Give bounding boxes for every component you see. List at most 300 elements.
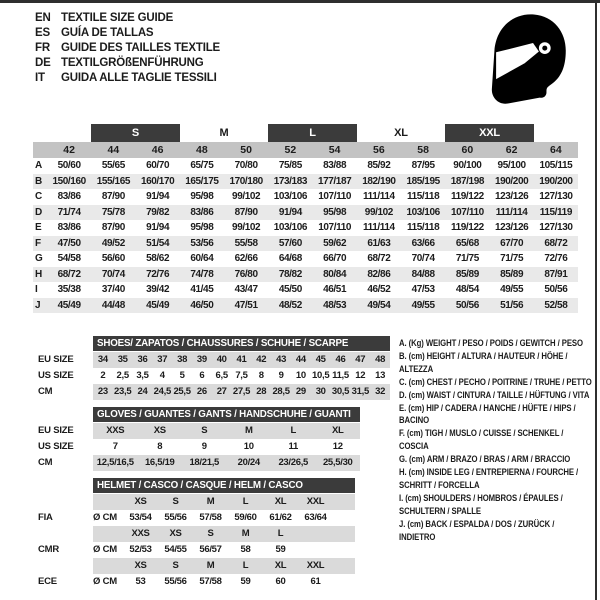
value-cell: 41: [236, 354, 247, 365]
language-titles-block: [35, 11, 220, 86]
value-cell: 27,5: [232, 386, 251, 397]
size-value: 173/183: [273, 175, 308, 187]
size-value: 119/122: [450, 222, 484, 233]
legend-item: F. (cm) TIGH / MUSLO / CUISSE / SCHENKEL / COSCIA: [399, 428, 564, 452]
row-values: [93, 352, 390, 368]
size-value: 55/58: [234, 237, 258, 249]
value-cell: XL: [331, 425, 344, 436]
value-cell: M: [206, 560, 215, 571]
size-value: 111/114: [363, 191, 395, 202]
value-cell: 43: [276, 354, 287, 365]
sub-table-row: [33, 526, 355, 542]
value-cell: S: [172, 560, 179, 571]
row-letter: G: [35, 253, 43, 264]
size-value: 99/102: [232, 191, 261, 202]
unit-cell: Ø CM: [93, 576, 118, 587]
value-cell: 55/56: [164, 512, 187, 523]
value-cell: XXL: [306, 560, 325, 571]
value-cell: 39: [196, 354, 207, 365]
value-cell: 3,5: [136, 370, 149, 381]
size-value: 78/82: [278, 268, 302, 280]
value-cell: 23,5: [114, 386, 132, 397]
size-value: 119/122: [450, 191, 484, 202]
measure-row-D: [33, 205, 578, 221]
row-label: US SIZE: [38, 370, 74, 381]
pad-cell: [333, 574, 355, 590]
value-cell: 8: [258, 370, 264, 381]
row-letter: H: [35, 268, 43, 280]
size-value: 123/126: [494, 222, 529, 233]
pad-cell: [333, 510, 355, 526]
size-value: 107/110: [318, 191, 352, 202]
size-value: 79/82: [146, 206, 170, 218]
size-value: 66/70: [323, 253, 347, 264]
legend-item: G. (cm) ARM / BRAZO / BRAS / ARM / BRACCIO: [399, 454, 571, 465]
size-column-header: 64: [550, 144, 562, 156]
row-label: [33, 494, 93, 510]
value-cell: M: [206, 496, 215, 507]
value-cell: 2: [100, 370, 106, 381]
size-value: 83/86: [57, 191, 81, 202]
size-value: 64/68: [278, 253, 302, 264]
size-band-XL: XL: [394, 127, 408, 139]
value-cell: 4: [159, 370, 165, 381]
size-value: 91/94: [146, 222, 170, 233]
value-cell: 7: [112, 441, 118, 452]
language-row: [35, 41, 220, 56]
size-value: 80/84: [323, 268, 347, 280]
row-label: CM: [38, 457, 53, 468]
size-value: 44/48: [101, 299, 125, 311]
value-cell: XS: [134, 560, 147, 571]
value-cell: 45: [315, 354, 326, 365]
value-cell: 10: [295, 370, 306, 381]
measurement-legend: [399, 337, 593, 544]
size-value: 95/98: [323, 206, 347, 218]
row-letter: A: [35, 160, 43, 171]
size-value: 59/62: [323, 237, 347, 249]
sub-table-row: [33, 439, 360, 455]
value-cell: 59: [275, 544, 286, 555]
row-letter: E: [35, 222, 42, 233]
value-cell: 61/62: [269, 512, 292, 523]
row-letter: D: [35, 206, 43, 218]
size-value: 127/130: [539, 191, 573, 202]
legend-item: H. (cm) INSIDE LEG / ENTREPIERNA / FOURCHE / SCHRITT / FORCELLA: [399, 467, 579, 490]
size-value: 70/80: [234, 160, 258, 171]
size-value: 150/160: [52, 175, 86, 187]
size-band-L: L: [268, 124, 357, 142]
sub-table-row: [33, 352, 390, 368]
value-cell: 60: [275, 576, 286, 587]
legend-item: D. (cm) WAIST / CINTURA / TAILLE / HÜFTUNG / VITA: [399, 389, 590, 400]
row-values: [93, 558, 355, 574]
size-value: 72/76: [146, 268, 170, 280]
row-values: [93, 510, 355, 526]
row-label: ECE: [38, 576, 57, 587]
size-value: 57/60: [278, 237, 302, 249]
unit-cell: Ø CM: [93, 512, 118, 523]
value-cell: 24: [137, 386, 148, 397]
size-value: 75/85: [278, 160, 302, 171]
value-cell: 30,5: [331, 386, 350, 397]
size-value: 95/98: [190, 191, 214, 202]
size-value: 50/56: [455, 299, 479, 311]
pad-cell: [333, 526, 355, 542]
value-cell: 55/56: [164, 576, 187, 587]
size-value: 111/114: [495, 206, 528, 218]
legend-item: I. (cm) SHOULDERS / HOMBROS / ÉPAULES / SCHULTERN / SPALLE: [399, 492, 563, 516]
size-value: 47/50: [57, 237, 81, 249]
value-cell: 10: [243, 441, 254, 452]
value-cell: 53: [135, 576, 146, 587]
row-label: FIA: [38, 512, 53, 523]
unit-cell: [93, 558, 123, 574]
value-cell: 35: [117, 354, 128, 365]
value-cell: 6,5: [215, 370, 228, 381]
value-cell: 28,5: [272, 386, 290, 397]
value-cell: 13: [375, 370, 386, 381]
size-value: 187/198: [450, 175, 485, 187]
value-cell: 5: [179, 370, 185, 381]
row-values: [93, 384, 390, 400]
row-values: [93, 494, 355, 510]
sub-table-row: [33, 384, 390, 400]
value-cell: XL: [274, 496, 287, 507]
size-value: 76/80: [234, 268, 258, 280]
legend-item: A. (Kg) WEIGHT / PESO / POIDS / GEWITCH / PESO: [399, 338, 583, 348]
value-cell: 52/53: [129, 544, 152, 555]
row-values: [93, 526, 355, 542]
value-cell: 28: [256, 386, 267, 397]
size-value: 50/60: [57, 160, 81, 171]
size-value: 49/55: [500, 284, 524, 295]
legend-item: E. (cm) HIP / CADERA / HANCHE / HÜFTE / HIPS / BACINO: [399, 402, 576, 426]
value-cell: 2,5: [116, 370, 129, 381]
value-cell: 44: [295, 354, 306, 365]
size-value: 71/74: [57, 206, 81, 218]
value-cell: 9: [201, 441, 207, 452]
size-value: 61/63: [367, 237, 391, 249]
value-cell: 37: [157, 354, 168, 365]
unit-cell: [93, 526, 123, 542]
value-cell: 58: [240, 544, 251, 555]
language-title: TEXTILGRÖßENFÜHRUNG: [61, 57, 204, 69]
value-cell: 32: [375, 386, 386, 397]
value-cell: 34: [97, 354, 108, 365]
measure-row-B: [33, 174, 578, 190]
size-value: 49/52: [101, 237, 125, 249]
row-values: [93, 455, 360, 471]
size-value: 47/53: [411, 284, 435, 295]
size-value: 95/98: [190, 222, 214, 233]
size-value: 60/70: [146, 160, 170, 171]
value-cell: L: [290, 425, 296, 436]
size-value: 51/54: [146, 237, 170, 249]
size-value: 87/90: [101, 191, 125, 202]
gloves-size-table: [33, 407, 360, 471]
size-value: 103/106: [406, 206, 440, 218]
size-value: 45/49: [146, 299, 170, 311]
value-cell: 46: [335, 354, 346, 365]
value-cell: 10,5: [312, 370, 330, 381]
size-value: 190/200: [494, 175, 529, 187]
value-cell: 12: [355, 370, 366, 381]
size-band-XXL: XXL: [445, 124, 534, 142]
value-cell: 57/58: [199, 512, 222, 523]
size-value: 87/90: [101, 222, 125, 233]
language-row: [35, 56, 220, 71]
unit-cell: Ø CM: [93, 544, 118, 555]
size-value: 85/89: [455, 268, 479, 280]
value-cell: 38: [177, 354, 188, 365]
value-cell: XXL: [306, 496, 325, 507]
value-cell: 61: [310, 576, 321, 587]
size-value: 49/55: [411, 299, 435, 311]
shoes-size-table: [33, 336, 390, 400]
size-column-header: 48: [196, 144, 208, 156]
size-value: 46/52: [367, 284, 391, 295]
size-band-M: M: [219, 127, 229, 139]
size-value: 71/75: [500, 253, 524, 264]
language-title: TEXTILE SIZE GUIDE: [61, 12, 174, 24]
size-column-header: 54: [328, 144, 341, 156]
size-value: 70/74: [101, 268, 125, 280]
size-value: 54/58: [57, 253, 81, 264]
size-value: 83/86: [190, 206, 214, 218]
value-cell: S: [172, 496, 179, 507]
value-cell: 26: [196, 386, 207, 397]
size-value: 123/126: [494, 191, 529, 202]
size-value: 68/72: [367, 253, 391, 264]
sub-table-row: [33, 542, 355, 558]
language-code: DE: [35, 57, 51, 69]
value-cell: 12,5/16,5: [96, 457, 134, 468]
size-value: 55/65: [101, 160, 125, 171]
size-band-blank: [534, 124, 578, 142]
value-cell: 54/55: [164, 544, 187, 555]
size-value: 87/90: [234, 206, 258, 218]
row-label: US SIZE: [38, 441, 74, 452]
value-cell: 59/60: [234, 512, 257, 523]
size-value: 48/53: [323, 299, 347, 311]
size-column-header: 46: [151, 144, 164, 156]
size-value: 65/68: [455, 237, 479, 249]
size-value: 115/118: [407, 222, 440, 233]
size-column-header: 60: [461, 144, 474, 156]
language-title: GUIDE DES TAILLES TEXTILE: [61, 42, 220, 54]
size-column-header: 56: [373, 144, 385, 156]
sub-table-row: [33, 494, 355, 510]
size-value: 63/66: [411, 237, 435, 249]
size-value: 155/165: [96, 175, 131, 187]
value-cell: 20/24: [237, 457, 260, 468]
gloves-table-header: GLOVES / GUANTES / GANTS / HANDSCHUHE / GUANTI: [93, 407, 360, 422]
size-value: 43/47: [234, 284, 258, 295]
value-cell: 6: [199, 370, 205, 381]
size-column-header: 44: [107, 144, 120, 156]
size-value: 115/119: [539, 206, 572, 218]
row-letter: J: [35, 299, 41, 311]
value-cell: 57/58: [199, 576, 222, 587]
size-value: 103/106: [273, 222, 308, 233]
measure-row-G: [33, 251, 578, 267]
size-value: 90/100: [453, 160, 482, 171]
value-cell: XS: [169, 528, 182, 539]
language-title: GUIDA ALLE TAGLIE TESSILI: [61, 72, 217, 84]
size-value: 47/51: [234, 299, 258, 311]
sub-table-row: [33, 368, 390, 384]
legend-item: B. (cm) HEIGHT / ALTURA / HAUTEUR / HÖHE / ALTEZZA: [399, 350, 568, 374]
value-cell: 29: [295, 386, 306, 397]
row-label: [33, 526, 93, 542]
size-value: 103/106: [273, 191, 308, 202]
language-row: [35, 71, 220, 86]
pad-cell: [333, 542, 355, 558]
row-label: [33, 558, 93, 574]
row-letter: B: [35, 175, 43, 187]
row-values: [93, 574, 355, 590]
size-value: 84/88: [411, 268, 435, 280]
size-value: 46/51: [323, 284, 347, 295]
value-cell: M: [241, 528, 250, 539]
corner-cell: [33, 142, 47, 158]
size-value: 75/78: [101, 206, 125, 218]
size-value: 190/200: [539, 175, 573, 187]
language-code: FR: [35, 42, 50, 54]
size-value: 105/115: [539, 160, 573, 171]
sub-table-row: [33, 423, 360, 439]
size-column-header: 62: [505, 144, 518, 156]
size-value: 107/110: [450, 206, 484, 218]
legend-item: C. (cm) CHEST / PECHO / POITRINE / TRUHE / PETTO: [399, 376, 592, 387]
size-value: 107/110: [318, 222, 352, 233]
size-value: 48/52: [278, 299, 302, 311]
value-cell: 53/54: [129, 512, 152, 523]
size-value: 185/195: [406, 175, 440, 187]
measure-row-F: [33, 236, 578, 252]
helmet-table-header: HELMET / CASCO / CASQUE / HELM / CASCO: [93, 478, 355, 493]
unit-cell: [93, 494, 123, 510]
size-value: 72/76: [544, 253, 568, 264]
value-cell: XS: [134, 496, 147, 507]
value-cell: 24,5: [153, 386, 171, 397]
size-value: 83/88: [323, 160, 347, 171]
measure-row-C: [33, 189, 578, 205]
size-column-header: 42: [63, 144, 75, 156]
size-value: 115/118: [407, 191, 440, 202]
value-cell: 40: [216, 354, 227, 365]
size-value: 177/187: [317, 175, 352, 187]
row-letter: F: [35, 237, 42, 249]
row-label: CMR: [38, 544, 60, 555]
row-letter: C: [35, 191, 43, 202]
top-border-line: [0, 0, 600, 3]
language-code: EN: [35, 12, 51, 24]
value-cell: 25,5: [173, 386, 191, 397]
sub-table-row: [33, 558, 355, 574]
sub-table-row: [33, 510, 355, 526]
size-value: 68/72: [544, 237, 568, 249]
size-band-blank: [33, 124, 91, 142]
size-value: 49/54: [367, 299, 391, 311]
size-band-row: [33, 124, 578, 142]
row-values: [93, 439, 360, 455]
size-value: 91/94: [146, 191, 170, 202]
sub-table-row: [33, 455, 360, 471]
value-cell: M: [244, 425, 253, 436]
value-cell: 59: [240, 576, 251, 587]
value-cell: [298, 542, 333, 558]
value-cell: 42: [256, 354, 267, 365]
size-column-header: 52: [284, 144, 297, 156]
size-value: 70/74: [411, 253, 435, 264]
language-row: [35, 26, 220, 41]
size-value: 170/180: [229, 175, 263, 187]
size-column-header: 58: [417, 144, 429, 156]
size-value: 39/42: [146, 284, 170, 295]
value-cell: 56/57: [199, 544, 222, 555]
value-cell: 27: [216, 386, 227, 397]
sub-table-row: [33, 574, 355, 590]
value-cell: 30: [315, 386, 326, 397]
value-cell: L: [277, 528, 284, 539]
size-value: 85/89: [500, 268, 524, 280]
size-value: 82/86: [367, 268, 391, 280]
right-border-line: [595, 0, 597, 600]
size-band-S: S: [91, 124, 180, 142]
size-value: 68/72: [57, 268, 81, 280]
value-cell: 8: [157, 441, 163, 452]
row-label: EU SIZE: [38, 354, 74, 365]
size-value: 45/50: [278, 284, 302, 295]
measure-row-J: [33, 298, 578, 314]
measure-row-E: [33, 220, 578, 236]
size-value: 83/86: [57, 222, 81, 233]
row-label: EU SIZE: [38, 425, 74, 436]
pad-cell: [333, 558, 355, 574]
size-value: 58/62: [146, 253, 170, 264]
value-cell: S: [201, 425, 208, 436]
size-column-header: 50: [240, 144, 252, 156]
measure-row-A: [33, 158, 578, 174]
language-row: [35, 11, 220, 26]
size-value: 62/66: [234, 253, 258, 264]
size-value: 85/92: [367, 160, 391, 171]
value-cell: L: [242, 560, 249, 571]
row-values: [93, 368, 390, 384]
value-cell: 7,5: [235, 370, 248, 381]
value-cell: XXS: [131, 528, 150, 539]
size-value: 87/91: [544, 268, 568, 280]
size-value: 65/75: [190, 160, 214, 171]
value-cell: 31,5: [351, 386, 369, 397]
value-cell: 12: [332, 441, 343, 452]
value-cell: 25,5/30: [322, 457, 353, 468]
value-cell: S: [207, 528, 214, 539]
size-value: 35/38: [57, 284, 81, 295]
size-value: 71/75: [455, 253, 479, 264]
size-value: 99/102: [232, 222, 261, 233]
size-value: 52/58: [544, 299, 568, 311]
helmet-icon: [486, 12, 570, 106]
size-header-row: [33, 142, 578, 158]
shoes-table-header: SHOES/ ZAPATOS / CHAUSSURES / SCHUHE / SCARPE: [93, 336, 390, 351]
value-cell: 11: [288, 441, 298, 452]
size-value: 87/95: [411, 160, 435, 171]
size-value: 95/100: [497, 160, 526, 171]
value-cell: L: [242, 496, 249, 507]
